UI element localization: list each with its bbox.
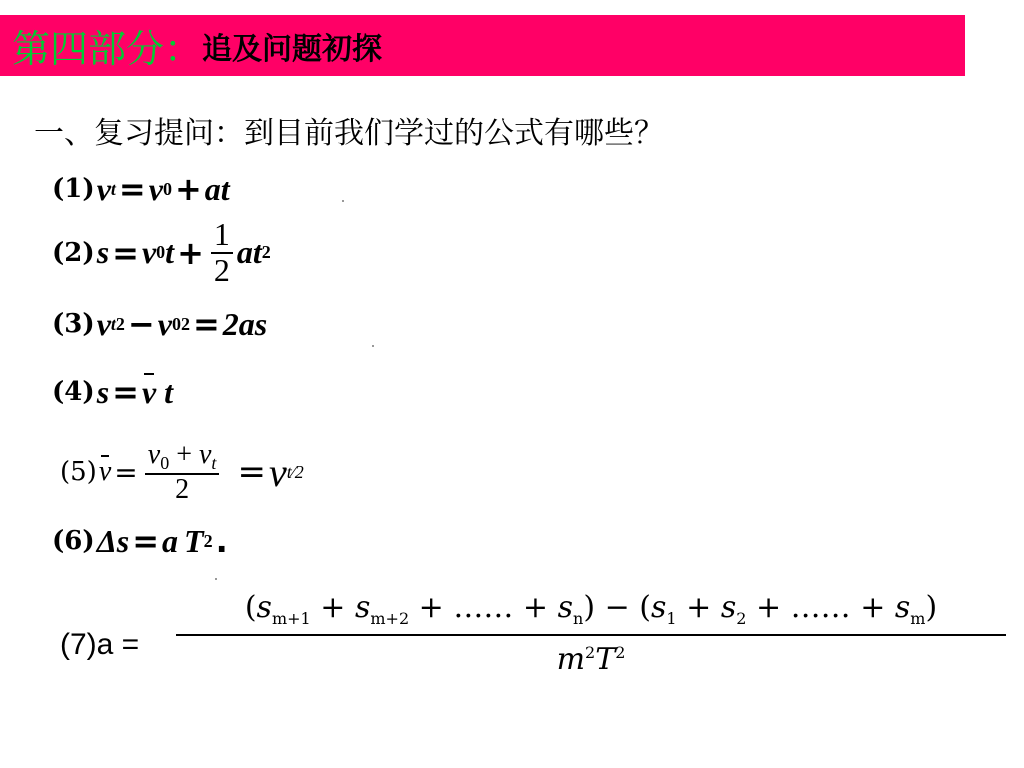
formula-3: (3) v t 2 − v 0 2 = 2as: [52, 305, 268, 343]
fraction: $\frac{v_0 + v_t}{2}$: [145, 440, 220, 504]
formula-number: (5): [60, 457, 97, 488]
average-velocity: v: [141, 373, 157, 410]
title-bar: [0, 15, 965, 76]
scan-speck: [215, 578, 217, 580]
formula-4: (4) s = v t: [52, 373, 174, 411]
title-main: 追及问题初探: [202, 31, 383, 67]
scan-speck: [372, 345, 374, 347]
scan-speck: [342, 200, 344, 202]
formula-5: (5) v = $\frac{v_0 + v_t}{2}$ = v t⁄2: [60, 439, 304, 505]
fraction: $\frac{1}{2}$: [211, 218, 233, 287]
formula-1: (1) v t = v 0 + at: [52, 170, 230, 208]
title-prefix: 第四部分：: [12, 27, 203, 71]
formula-number: (3): [52, 309, 95, 339]
formula-7-numerator: ($s_{m+1} + s_{m+2}$ + …… + $s_n) - (s_1 + s_2$ + …… + $s_m$): [176, 590, 1006, 636]
formula-number: (2): [52, 237, 95, 268]
review-question: 一、复习提问：到目前我们学过的公式有哪些？: [34, 116, 664, 151]
formula-7: [176, 590, 1006, 677]
formula-number: (6): [52, 526, 95, 556]
formula-6: (6) Δs = a T 2 .: [52, 522, 228, 560]
average-velocity: v: [98, 456, 112, 488]
formula-7-label: (7)a =: [60, 628, 140, 661]
formula-number: (1): [52, 174, 95, 204]
formula-number: (4): [52, 377, 95, 407]
formula-7-denominator: $m^2T^2$: [556, 642, 626, 677]
formula-2: (2) s = v 0 t + $\frac{1}{2}$ at 2: [52, 216, 271, 288]
